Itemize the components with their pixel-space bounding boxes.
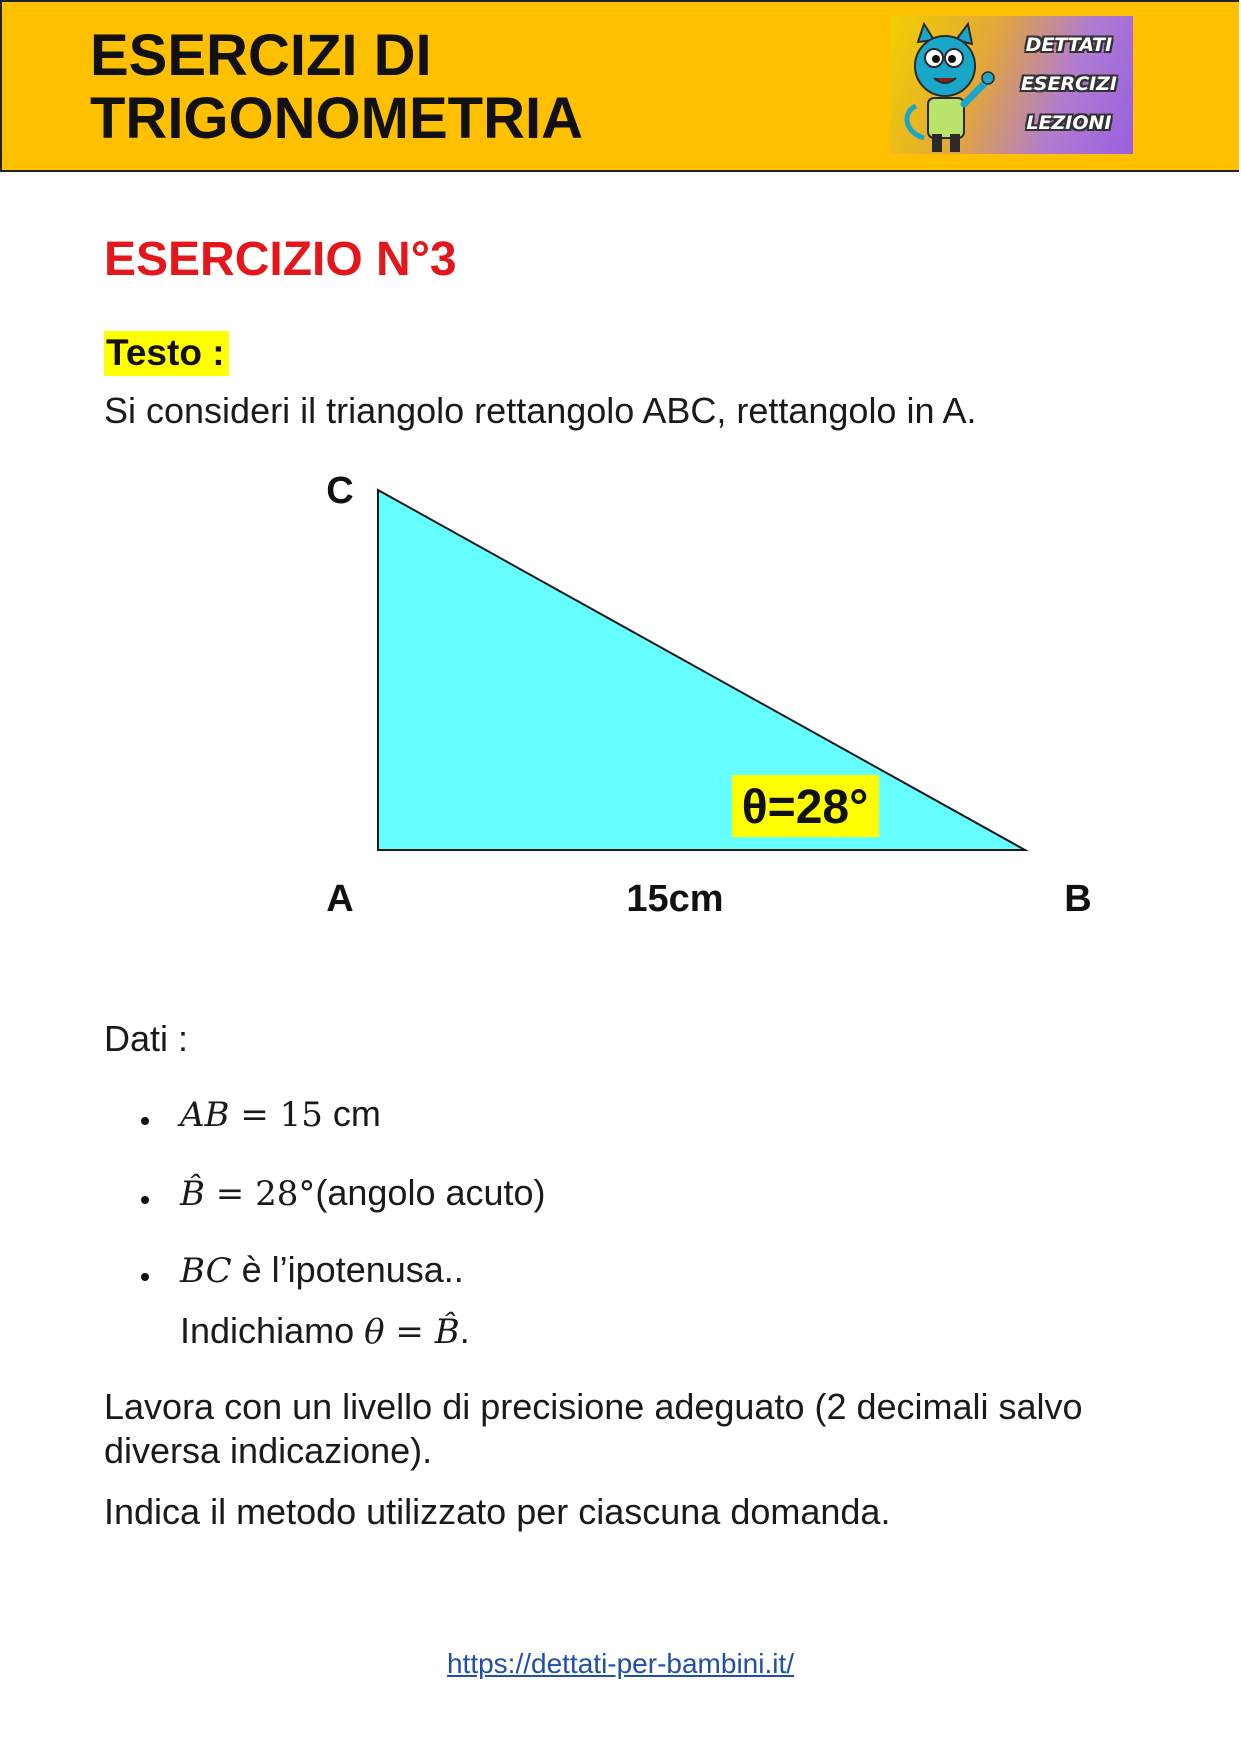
given-angle-b-note: (angolo acuto) — [315, 1172, 546, 1213]
vertex-label-b: B — [1064, 878, 1092, 920]
logo-word-dettati: DETTATI — [1025, 34, 1113, 56]
site-logo — [890, 16, 1133, 154]
triangle-figure — [0, 440, 1241, 940]
given-angle-b-math: B̂ — [180, 1174, 205, 1214]
logo-word-esercizi: ESERCIZI — [1020, 73, 1117, 95]
base-length-label: 15cm — [626, 878, 724, 920]
theta-definition — [180, 1310, 470, 1352]
theta-symbol: θ — [364, 1312, 385, 1352]
given-bc-math: BC — [180, 1251, 232, 1291]
method-instruction: Indica il metodo utilizzato per ciascuna domanda. — [104, 1491, 891, 1532]
cat-mascot-icon — [894, 20, 1000, 152]
theta-definition-end: . — [459, 1310, 470, 1351]
page-title-line-2: TRIGONOMETRIA — [90, 86, 583, 151]
bullet-dot — [141, 1273, 149, 1281]
given-ab-unit: cm — [322, 1093, 381, 1134]
exercise-intro: Si consideri il triangolo rettangolo ABC, rettangolo in A. — [104, 390, 977, 431]
given-bc-text: è l’ipotenusa.. — [231, 1249, 464, 1290]
angle-b-symbol: B̂ — [434, 1312, 460, 1352]
angle-label: θ=28° — [741, 781, 869, 834]
bullet-dot — [141, 1117, 149, 1125]
vertex-label-c: C — [326, 470, 354, 512]
triangle-abc — [378, 490, 1025, 850]
footer-link[interactable]: https://dettati-per-bambini.it/ — [446, 1648, 795, 1679]
given-ab-value: = 15 — [229, 1095, 323, 1135]
vertex-label-a: A — [326, 878, 354, 920]
page-title — [90, 24, 583, 150]
header-banner — [0, 0, 1239, 172]
precision-instruction: Lavora con un livello di precisione adeguato (2 decimali salvo diversa indicazione). — [104, 1386, 1083, 1471]
dati-label: Dati : — [104, 1018, 189, 1059]
given-ab-math: AB — [180, 1095, 230, 1135]
page-title-line-1: ESERCIZI DI — [90, 23, 432, 88]
theta-equals: = — [384, 1312, 435, 1352]
theta-definition-text: Indichiamo — [180, 1310, 365, 1351]
logo-text — [1021, 26, 1117, 143]
exercise-title: ESERCIZIO N°3 — [104, 233, 457, 286]
bullet-dot — [141, 1196, 149, 1204]
given-angle-b-value: = 28° — [205, 1174, 316, 1214]
given-angle-b — [180, 1172, 546, 1214]
logo-word-lezioni: LEZIONI — [1026, 112, 1112, 134]
given-ab — [180, 1093, 381, 1135]
testo-label: Testo : — [104, 331, 229, 376]
given-bc — [180, 1249, 464, 1291]
